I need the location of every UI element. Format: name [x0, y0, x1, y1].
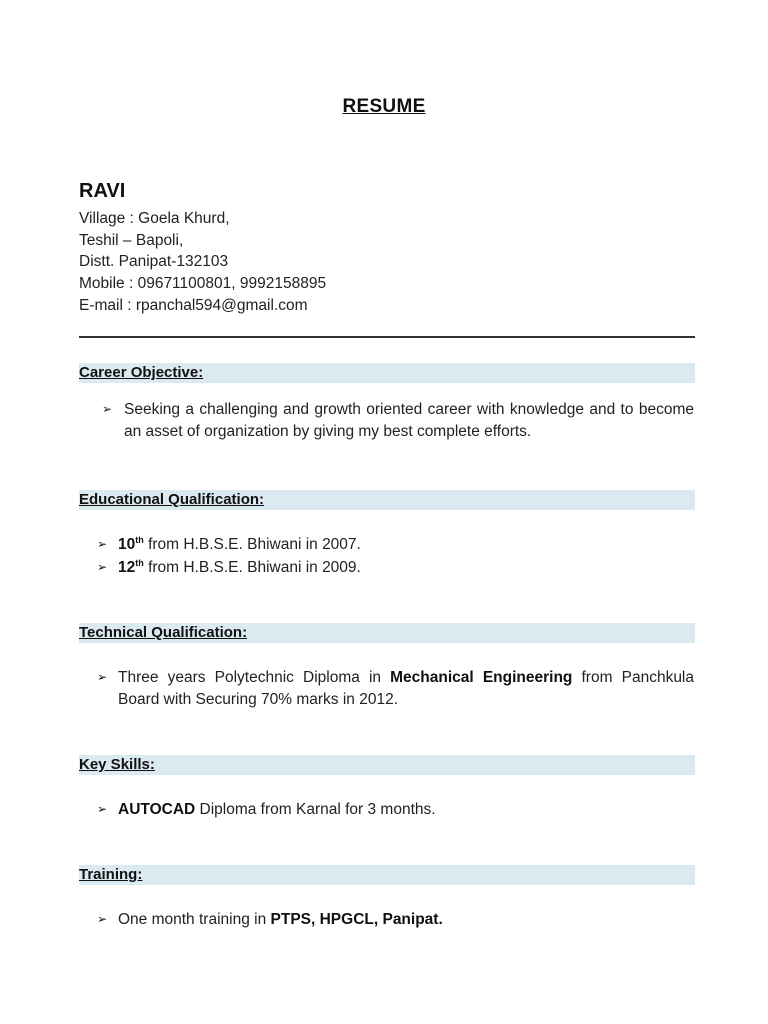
education-item: ➢ 12th from H.B.S.E. Bhiwani in 2009.: [118, 557, 694, 579]
header-divider: [79, 336, 695, 338]
address-village: Village : Goela Khurd,: [79, 210, 230, 227]
address-tehsil: Teshil – Bapoli,: [79, 231, 184, 249]
arrowhead-bullet-icon: ➢: [97, 560, 108, 574]
technical-qualification-heading: Technical Qualification:: [79, 623, 695, 643]
arrowhead-bullet-icon: ➢: [97, 802, 108, 816]
training-item: ➢ One month training in PTPS, HPGCL, Panipat.: [118, 909, 694, 931]
mobile-numbers: Mobile : 09671100801, 9992158895: [79, 275, 327, 293]
arrowhead-bullet-icon: ➢: [102, 402, 113, 416]
educational-qualification-heading: Educational Qualification:: [79, 490, 695, 510]
contact-block: [79, 208, 326, 317]
technical-qualification-item: ➢ Three years Polytechnic Diploma in Mechanical Engineering from Panchkula Board with Securing 70% marks in 2012.: [97, 669, 695, 708]
candidate-name: RAVI: [79, 180, 126, 202]
career-objective-item: ➢ Seeking a challenging and growth oriented career with knowledge and to become an asset of organization by giving my best complete efforts.: [102, 401, 694, 440]
key-skill-item: ➢ AUTOCAD Diploma from Karnal for 3 months.: [118, 799, 694, 821]
address-district: Distt. Panipat-132103: [79, 253, 229, 271]
arrowhead-bullet-icon: ➢: [97, 912, 108, 926]
education-item: ➢ 10th from H.B.S.E. Bhiwani in 2007.: [118, 534, 694, 556]
email-address: E-mail : rpanchal594@gmail.com: [79, 296, 308, 314]
career-objective-heading: Career Objective:: [79, 363, 695, 383]
training-heading: Training:: [79, 865, 695, 885]
page-title: RESUME: [342, 96, 426, 117]
key-skills-heading: Key Skills:: [79, 755, 695, 775]
arrowhead-bullet-icon: ➢: [97, 670, 108, 684]
arrowhead-bullet-icon: ➢: [97, 537, 108, 551]
